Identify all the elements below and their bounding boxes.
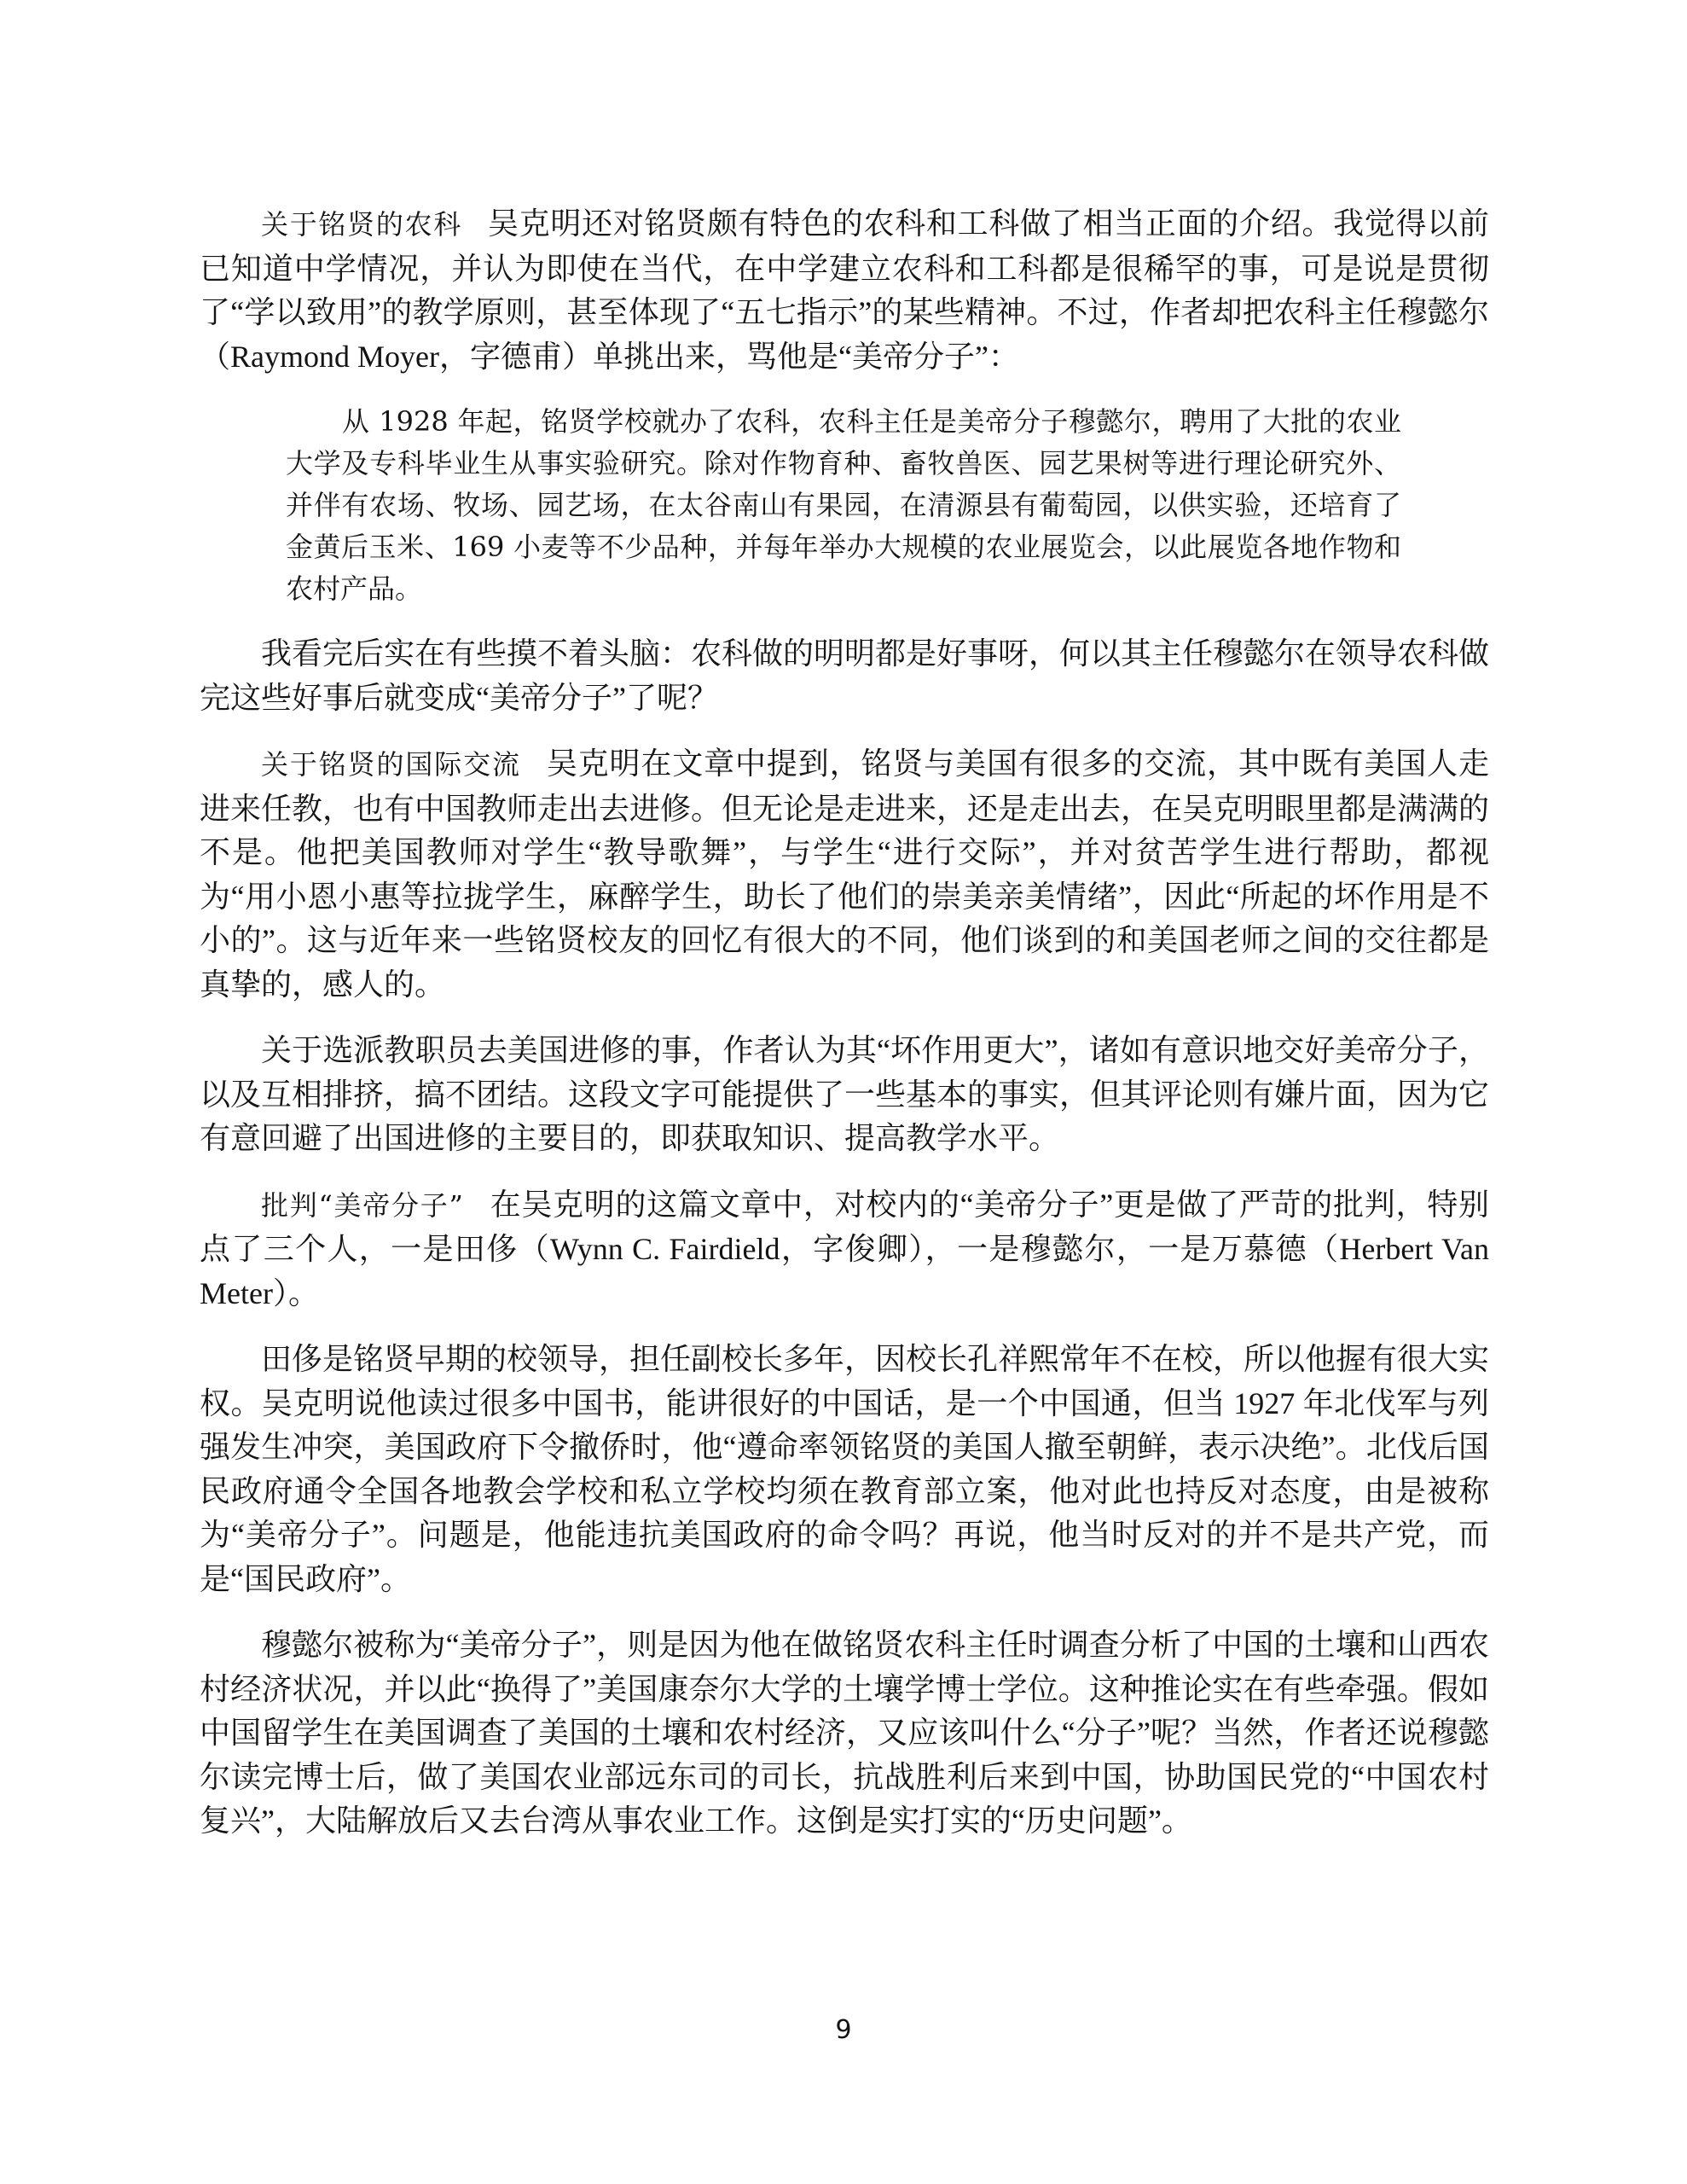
page-body: [200, 202, 1489, 1866]
paragraph-exchange: [200, 742, 1489, 1007]
paragraph-text: 穆懿尔被称为“美帝分子”，则是因为他在做铭贤农科主任时调查分析了中国的土壤和山西农村经济状况，并以此“换得了”美国康奈尔大学的土壤学博士学位。这种推论实在有些牵强。假如中国留学生在美国调查了美国的土壤和农村经济，又应该叫什么“分子”呢？当然，作者还说穆懿尔读完博士后，做了美国农业部远东司的司长，抗战胜利后来到中国，协助国民党的“中国农村复兴”，大陆解放后又去台湾从事农业工作。这倒是实打实的“历史问题”。: [200, 1628, 1489, 1838]
paragraph-text: 田侈是铭贤早期的校领导，担任副校长多年，因校长孔祥熙常年不在校，所以他握有很大实权。吴克明说他读过很多中国书，能讲很好的中国话，是一个中国通，但当 1927 年北伐军与列强发生冲突，美国政府下令撤侨时，他“遵命率领铭贤的美国人撤至朝鲜，表示决绝”。北伐后国民政府通令全国各地教会学校和私立学校均须在教育部立案，他对此也持反对态度，由是被称为“美帝分子”。问题是，他能违抗美国政府的命令吗？再说，他当时反对的并不是共产党，而是“国民政府”。: [200, 1342, 1490, 1596]
page-number: 9: [835, 2015, 852, 2045]
paragraph-text: 关于选派教职员去美国进修的事，作者认为其“坏作用更大”，诸如有意识地交好美帝分子，以及互相排挤，搞不团结。这段文字可能提供了一些基本的事实，但其评论则有嫌片面，因为它有意回避了出国进修的主要目的，即获取知识、提高教学水平。: [200, 1033, 1490, 1155]
paragraph-confusion: [200, 632, 1489, 720]
paragraph-text: 我看完后实在有些摸不着头脑：农科做的明明都是好事呀，何以其主任穆懿尔在领导农科做完这些好事后就变成“美帝分子”了呢？: [200, 636, 1490, 715]
paragraph-agriculture: [200, 202, 1489, 379]
section-lead-agriculture: 关于铭贤的农科: [261, 208, 462, 241]
section-lead-exchange: 关于铭贤的国际交流: [261, 748, 521, 781]
paragraph-moyer: [200, 1623, 1489, 1844]
paragraph-fairfield: [200, 1338, 1489, 1601]
section-lead-criticism: 批判“美帝分子”: [261, 1188, 464, 1222]
paragraph-text: 吴克明还对铭贤颇有特色的农科和工科做了相当正面的介绍。我觉得以前已知道中学情况，并认为即使在当代，在中学建立农科和工科都是很稀罕的事，可是说是贯彻了“学以致用”的教学原则，甚至体现了“五七指示”的某些精神。不过，作者却把农科主任穆懿尔（Raymond Moyer，字德甫）单挑出来，骂他是“美帝分子”：: [200, 206, 1489, 374]
paragraph-study-abroad: [200, 1029, 1489, 1161]
paragraph-criticism: [200, 1183, 1489, 1316]
block-quote: 从 1928 年起，铭贤学校就办了农科，农科主任是美帝分子穆懿尔，聘用了大批的农业大学及专科毕业生从事实验研究。除对作物育种、畜牧兽医、园艺果树等进行理论研究外、并伴有农场、牧场、园艺场，在太谷南山有果园，在清源县有葡萄园，以供实验，还培育了金黄后玉米、169 小麦等不少品种，并每年举办大规模的农业展览会，以此展览各地作物和农村产品。: [286, 405, 1401, 605]
paragraph-text: 在吴克明的这篇文章中，对校内的“美帝分子”更是做了严苛的批判，特别点了三个人，一是田侈（Wynn C. Fairdield，字俊卿），一是穆懿尔，一是万慕德（Herbert Van Meter）。: [200, 1187, 1489, 1310]
paragraph-text: 吴克明在文章中提到，铭贤与美国有很多的交流，其中既有美国人走进来任教，也有中国教师走出去进修。但无论是走进来，还是走出去，在吴克明眼里都是满满的不是。他把美国教师对学生“教导歌舞”，与学生“进行交际”，并对贫苦学生进行帮助，都视为“用小恩小惠等拉拢学生，麻醉学生，助长了他们的崇美亲美情绪”，因此“所起的坏作用是不小的”。这与近年来一些铭贤校友的回忆有很大的不同，他们谈到的和美国老师之间的交往都是真挚的，感人的。: [200, 746, 1490, 1002]
